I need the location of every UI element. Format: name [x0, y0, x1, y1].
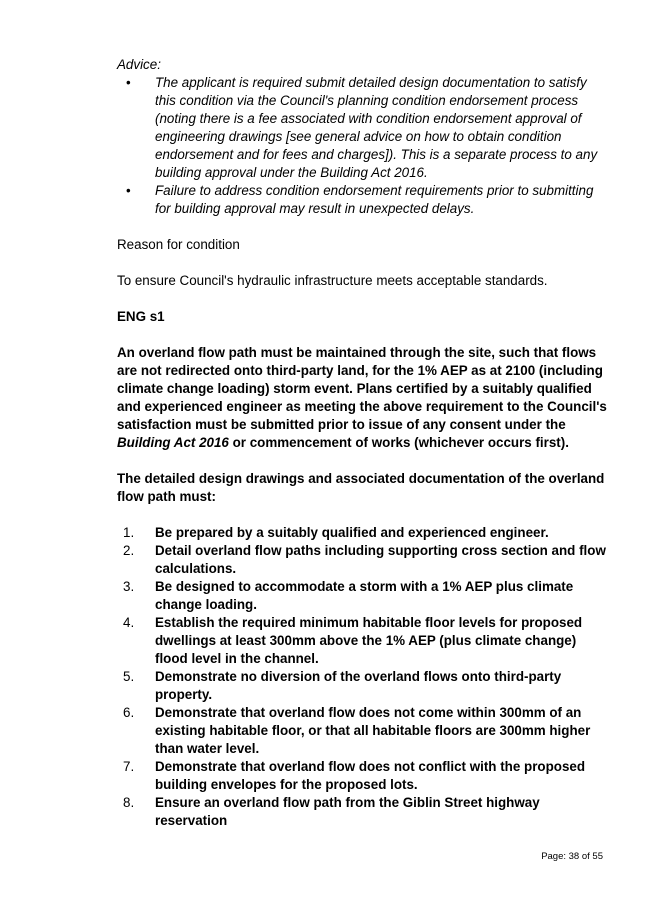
- reason-heading: Reason for condition: [117, 237, 240, 252]
- requirement-number: 5.: [123, 669, 135, 684]
- bullet-icon: •: [126, 75, 131, 90]
- reason-text: To ensure Council's hydraulic infrastructure meets acceptable standards.: [117, 273, 548, 288]
- condition-text-part1: An overland flow path must be maintained through the site, such that flows are not redirected onto third-party land, for the 1% AEP as at 2100 (including climate change loading) storm event. Plans certified by a suitably qualified and experienced engineer as meeting the above requirement to the Council's satisfaction must be submitted prior to issue of any consent under the: [117, 345, 607, 432]
- bullet-icon: •: [126, 183, 131, 198]
- advice-item-text: The applicant is required submit detailed design documentation to satisfy this condition via the Council's planning condition endorsement process (noting there is a fee associated with condition endorsement approval of engineering drawings [see general advice on how to obtain condition endorsement and for fees and charges]). This is a separate process to any building approval under the Building Act 2016.: [155, 75, 598, 180]
- advice-item: [117, 182, 607, 218]
- requirement-text: Be designed to accommodate a storm with a 1% AEP plus climate change loading.: [155, 579, 574, 612]
- requirement-text: Demonstrate no diversion of the overland flows onto third-party property.: [155, 669, 562, 702]
- advice-label: Advice:: [117, 57, 161, 72]
- advice-list: [117, 74, 607, 218]
- condition-text-part2: or commencement of works (whichever occurs first).: [228, 435, 569, 450]
- requirement-item: [117, 524, 607, 542]
- condition-code: ENG s1: [117, 309, 165, 324]
- requirement-number: 4.: [123, 615, 135, 630]
- page-content: [117, 56, 607, 830]
- requirement-text: Detail overland flow paths including supporting cross section and flow calculations.: [155, 543, 606, 576]
- requirement-item: [117, 578, 607, 614]
- requirement-text: Be prepared by a suitably qualified and experienced engineer.: [155, 525, 549, 540]
- requirement-item: [117, 668, 607, 704]
- requirement-text: Ensure an overland flow path from the Giblin Street highway reservation: [155, 795, 540, 828]
- advice-item: [117, 74, 607, 182]
- requirement-item: [117, 614, 607, 668]
- requirement-item: [117, 542, 607, 578]
- page-number: Page: 38 of 55: [541, 851, 603, 862]
- requirement-number: 6.: [123, 705, 135, 720]
- condition-text: [117, 344, 607, 452]
- requirement-number: 3.: [123, 579, 135, 594]
- requirement-number: 2.: [123, 543, 135, 558]
- condition-act-name: Building Act 2016: [117, 435, 229, 450]
- requirement-number: 7.: [123, 759, 135, 774]
- requirement-text: Demonstrate that overland flow does not come within 300mm of an existing habitable floor, or that all habitable floors are 300mm higher than water level.: [155, 705, 591, 756]
- advice-item-text: Failure to address condition endorsement requirements prior to submitting for building approval may result in unexpected delays.: [155, 183, 594, 216]
- requirement-text: Establish the required minimum habitable floor levels for proposed dwellings at least 300mm above the 1% AEP (plus climate change) flood level in the channel.: [155, 615, 583, 666]
- requirement-number: 1.: [123, 525, 135, 540]
- requirement-item: [117, 758, 607, 794]
- requirement-text: Demonstrate that overland flow does not conflict with the proposed building envelopes for the proposed lots.: [155, 759, 586, 792]
- requirement-item: [117, 704, 607, 758]
- requirement-number: 8.: [123, 795, 135, 810]
- requirement-item: [117, 794, 607, 830]
- drawings-intro: The detailed design drawings and associated documentation of the overland flow path must:: [117, 471, 605, 504]
- requirements-list: [117, 524, 607, 830]
